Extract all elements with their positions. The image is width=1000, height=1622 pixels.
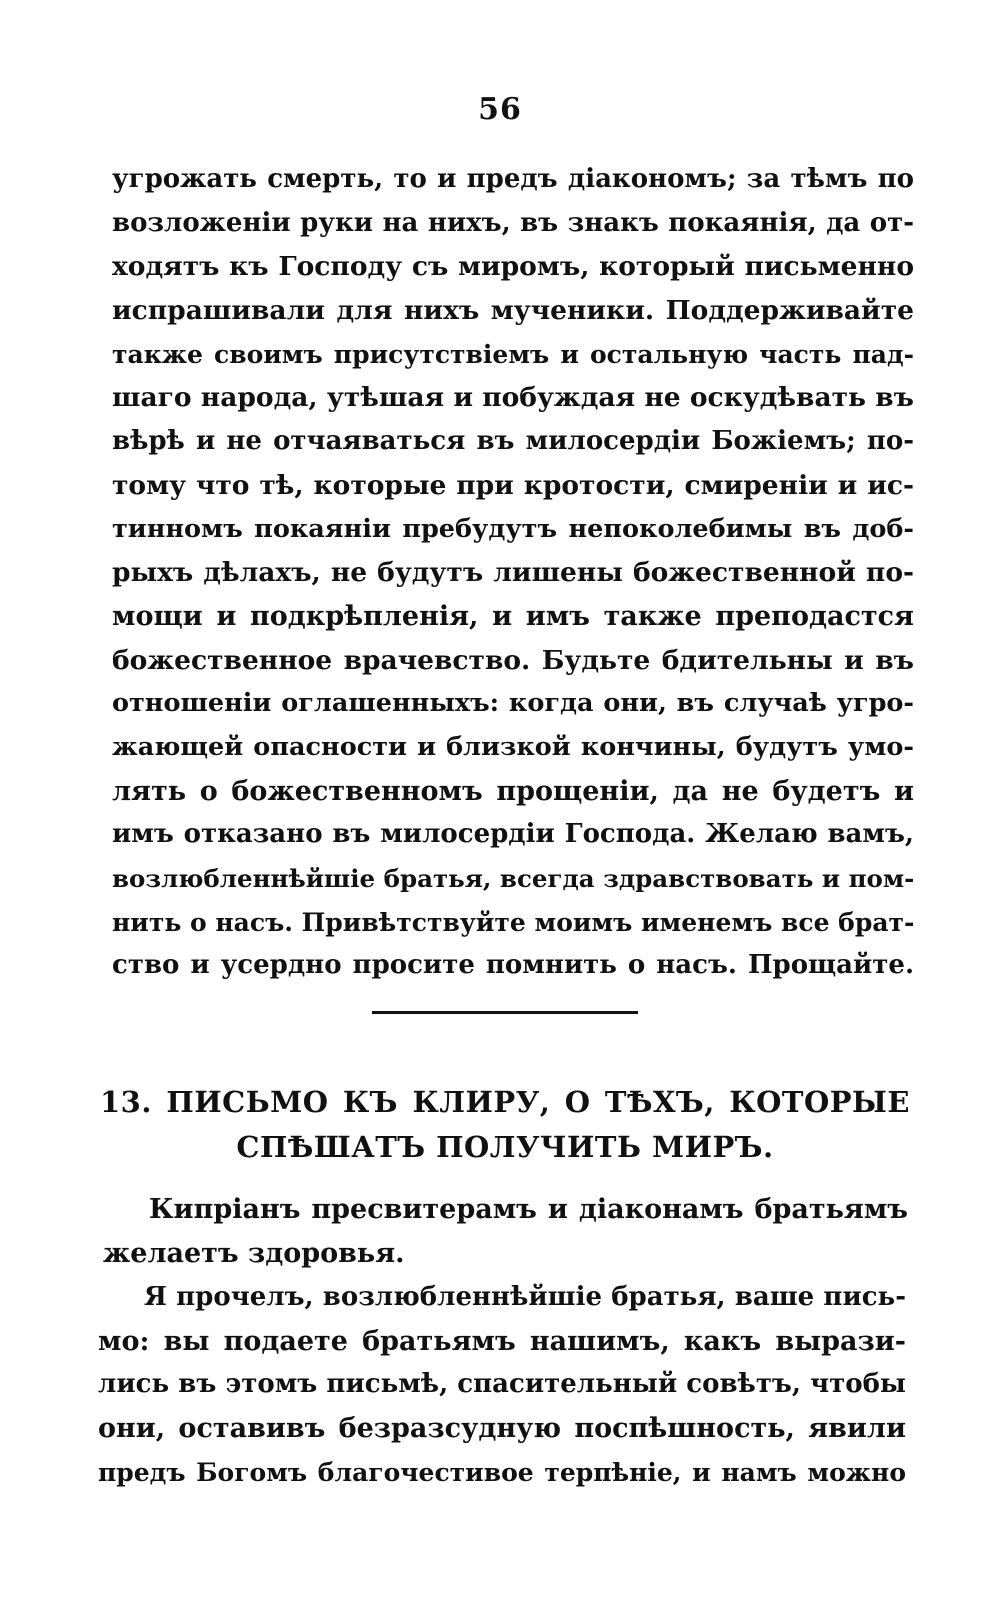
text-line: угрожать смерть, то и предъ діакономъ; за тѣмъ по xyxy=(112,164,914,194)
text-line: возлюбленнѣйшіе братья, всегда здравствовать и пом- xyxy=(112,864,915,893)
text-line: тинномъ покаяніи пребудутъ непоколебимы въ доб- xyxy=(112,513,914,544)
text-line: мощи и подкрѣпленія, и имъ также преподастся xyxy=(112,600,914,632)
body-paragraph xyxy=(112,158,914,988)
text-line: мо: вы подаете братьямъ нашимъ, какъ вырази- xyxy=(98,1325,906,1357)
text-line: испрашивали для нихъ мученики. Поддерживайте xyxy=(112,295,914,327)
greeting-paragraph xyxy=(103,1188,908,1275)
text-line: возложеніи руки на нихъ, въ знакъ покаянія, да от- xyxy=(112,207,914,238)
text-line: Я прочелъ, возлюбленнѣйшіе братья, ваше пись- xyxy=(144,1282,906,1312)
text-line: ходятъ къ Господу съ миромъ, который письменно xyxy=(112,251,914,283)
section-heading xyxy=(100,1080,910,1170)
text-line: Кипріанъ пресвитерамъ и діаконамъ братьямъ xyxy=(149,1194,908,1225)
heading-line: 13. ПИСЬМО КЪ КЛИРУ, О ТѢХЪ, КОТОРЫЕ xyxy=(100,1085,910,1119)
text-line: желаетъ здоровья. xyxy=(103,1237,405,1269)
section-divider xyxy=(372,1011,638,1014)
text-line: лись въ этомъ письмѣ, спасительный совѣтъ, чтобы xyxy=(98,1369,906,1400)
letter-paragraph xyxy=(98,1276,906,1494)
text-line: имъ отказано въ милосердіи Господа. Желаю вамъ, xyxy=(112,819,914,850)
text-line: жающей опасности и близкой кончины, будутъ умо- xyxy=(112,731,914,762)
text-line: вѣрѣ и не отчаяваться въ милосердіи Божіемъ; по- xyxy=(112,426,914,457)
text-line: нить о насъ. Привѣтствуйте моимъ именемъ все брат- xyxy=(112,907,915,937)
text-line: божественное врачевство. Будьте бдительны и въ xyxy=(112,644,914,676)
page-number: 56 xyxy=(478,92,522,127)
text-line: тому что тѣ, которые при кротости, смиреніи и ис- xyxy=(112,469,914,501)
text-line: предъ Богомъ благочестивое терпѣніе, и намъ можно xyxy=(98,1457,906,1487)
text-line: отношеніи оглашенныхъ: когда они, въ случаѣ угро- xyxy=(112,688,914,719)
text-line: ство и усердно просите помнить о насъ. Прощайте. xyxy=(112,950,914,981)
text-line: лять о божественномъ прощеніи, да не будетъ и xyxy=(112,775,914,807)
heading-line: СПѢШАТЪ ПОЛУЧИТЬ МИРЪ. xyxy=(236,1130,774,1164)
text-line: они, оставивъ безразсудную поспѣшность, явили xyxy=(98,1413,906,1445)
text-line: шаго народа, утѣшая и побуждая не оскудѣвать въ xyxy=(112,382,914,414)
text-line: также своимъ присутствіемъ и остальную часть пад- xyxy=(112,339,914,369)
text-line: рыхъ дѣлахъ, не будутъ лишены божественной по- xyxy=(112,557,914,589)
